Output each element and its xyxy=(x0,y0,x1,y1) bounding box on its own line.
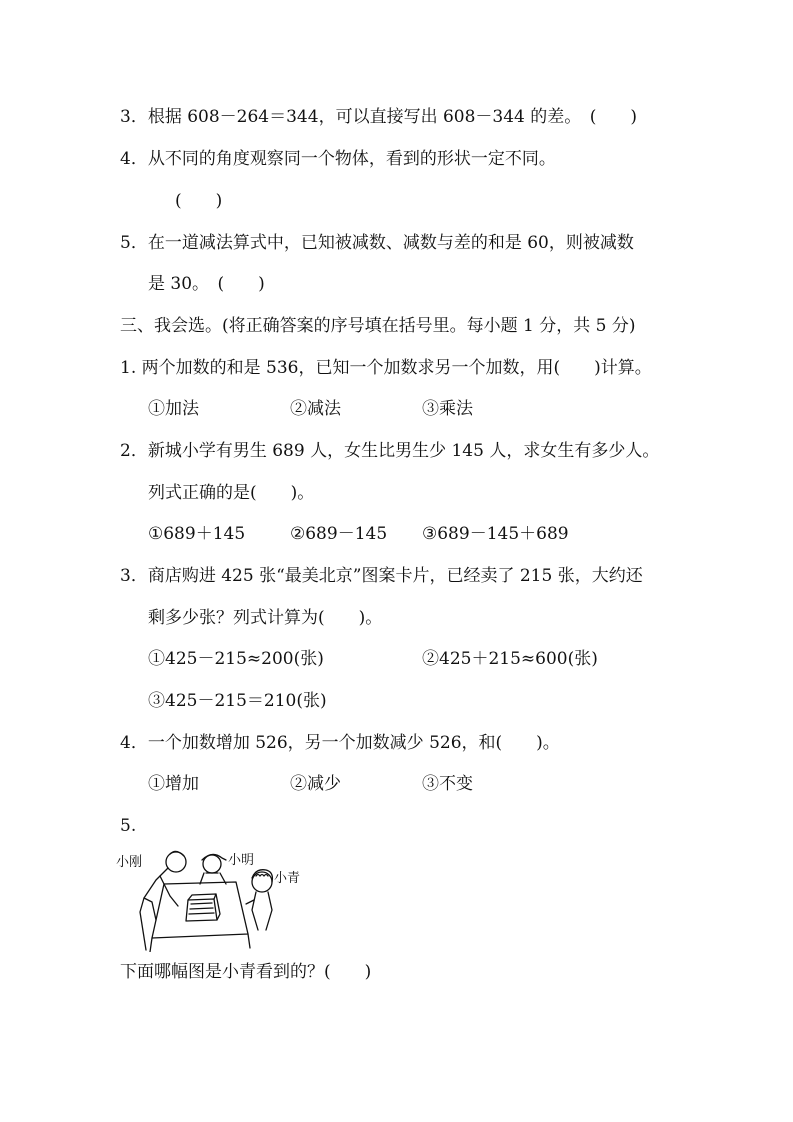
mc-question-1: 1. 两个加数的和是 536，已知一个加数求另一个加数，用( )计算。 xyxy=(120,358,652,378)
mc-q2-option-3: ③689－145＋689 xyxy=(422,524,569,544)
mc-q4-option-2: ②减少 xyxy=(290,774,341,794)
mc-q1-option-3: ③乘法 xyxy=(422,399,473,419)
table-scene-drawing xyxy=(116,840,306,952)
mc-q3-option-3: ③425－215＝210(张) xyxy=(148,691,327,711)
mc-q4-option-1: ①增加 xyxy=(148,774,199,794)
tf-question-5-cont: 是 30。 ( ) xyxy=(148,274,265,294)
label-xiaoqing: 小青 xyxy=(274,871,301,886)
object-on-table xyxy=(186,899,217,921)
table-top xyxy=(152,882,248,938)
mc-question-4: 4．一个加数增加 526，另一个加数减少 526，和( )。 xyxy=(120,733,560,753)
mc-question-5-number: 5. xyxy=(120,816,137,836)
tf-question-3: 3．根据 608－264＝344，可以直接写出 608－344 的差。 ( ) xyxy=(120,107,638,127)
tf-question-5: 5．在一道减法算式中，已知被减数、减数与差的和是 60，则被减数 xyxy=(120,233,634,253)
mc-q2-option-2: ②689－145 xyxy=(290,524,388,544)
mc-question-5: 下面哪幅图是小青看到的？( ) xyxy=(120,962,372,982)
section-3-heading: 三、我会选。(将正确答案的序号填在括号里。每小题 1 分，共 5 分) xyxy=(120,316,636,336)
observation-illustration xyxy=(116,840,306,952)
label-xiaoming: 小明 xyxy=(228,853,255,868)
tf-question-4: 4．从不同的角度观察同一个物体，看到的形状一定不同。 xyxy=(120,149,556,169)
mc-q1-option-2: ②减法 xyxy=(290,399,341,419)
mc-q2-option-1: ①689＋145 xyxy=(148,524,246,544)
mc-question-3-cont: 剩多少张？列式计算为( )。 xyxy=(148,608,383,628)
mc-question-3: 3．商店购进 425 张“最美北京”图案卡片，已经卖了 215 张，大约还 xyxy=(120,566,643,586)
mc-question-2-cont: 列式正确的是( )。 xyxy=(148,483,315,503)
mc-q3-option-1: ①425－215≈200(张) xyxy=(148,649,324,669)
mc-q3-option-2: ②425＋215≈600(张) xyxy=(422,649,598,669)
mc-q1-option-1: ①加法 xyxy=(148,399,199,419)
tf-question-4-answer-blank: ( ) xyxy=(175,191,223,211)
mc-question-2: 2．新城小学有男生 689 人，女生比男生少 145 人，求女生有多少人。 xyxy=(120,441,660,461)
label-xiaogang: 小刚 xyxy=(116,855,143,870)
mc-q4-option-3: ③不变 xyxy=(422,774,473,794)
